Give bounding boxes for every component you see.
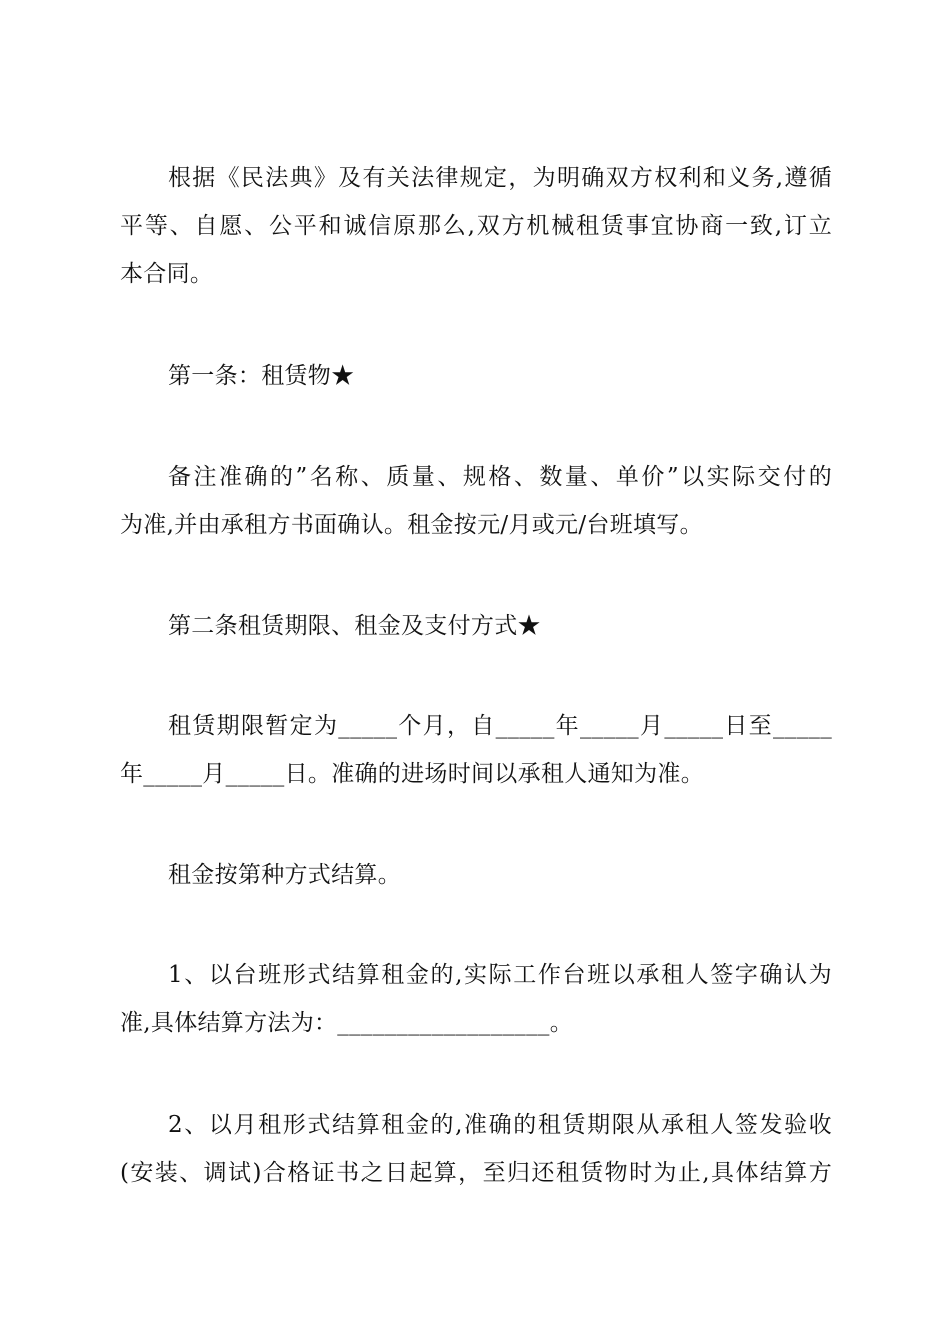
para-intro-line-3: 本合同。 [120, 261, 214, 287]
para-settlement-1-line-1: 1、以台班形式结算租金的,实际工作台班以承租人签字确认为 [168, 962, 832, 988]
para-settlement-2-line-2: (安装、调试)合格证书之日起算，至归还租赁物时为止,具体结算方 [120, 1160, 832, 1186]
para-article-1-note-line-1: 备注准确的”名称、质量、规格、数量、单价”以实际交付的 [168, 464, 832, 490]
para-settlement-method: 租金按第种方式结算。 [168, 862, 401, 888]
para-lease-term-line-2: 年_____月_____日。准确的进场时间以承租人通知为准。 [120, 761, 704, 787]
para-article-1-note-line-2: 为准,并由承租方书面确认。租金按元/月或元/台班填写。 [120, 512, 703, 538]
para-settlement-2-line-1: 2、以月租形式结算租金的,准确的租赁期限从承租人签发验收 [168, 1112, 832, 1138]
para-intro-line-1: 根据《民法典》及有关法律规定，为明确双方权利和义务,遵循 [168, 165, 832, 191]
heading-article-2: 第二条租赁期限、租金及支付方式★ [168, 613, 541, 639]
para-lease-term-line-1: 租赁期限暂定为_____个月，自_____年_____月_____日至_____ [168, 713, 832, 739]
heading-article-1: 第一条：租赁物★ [168, 363, 355, 389]
para-intro-line-2: 平等、自愿、公平和诚信原那么,双方机械租赁事宜协商一致,订立 [120, 213, 832, 239]
para-settlement-1-line-2: 准,具体结算方法为：__________________。 [120, 1010, 574, 1036]
